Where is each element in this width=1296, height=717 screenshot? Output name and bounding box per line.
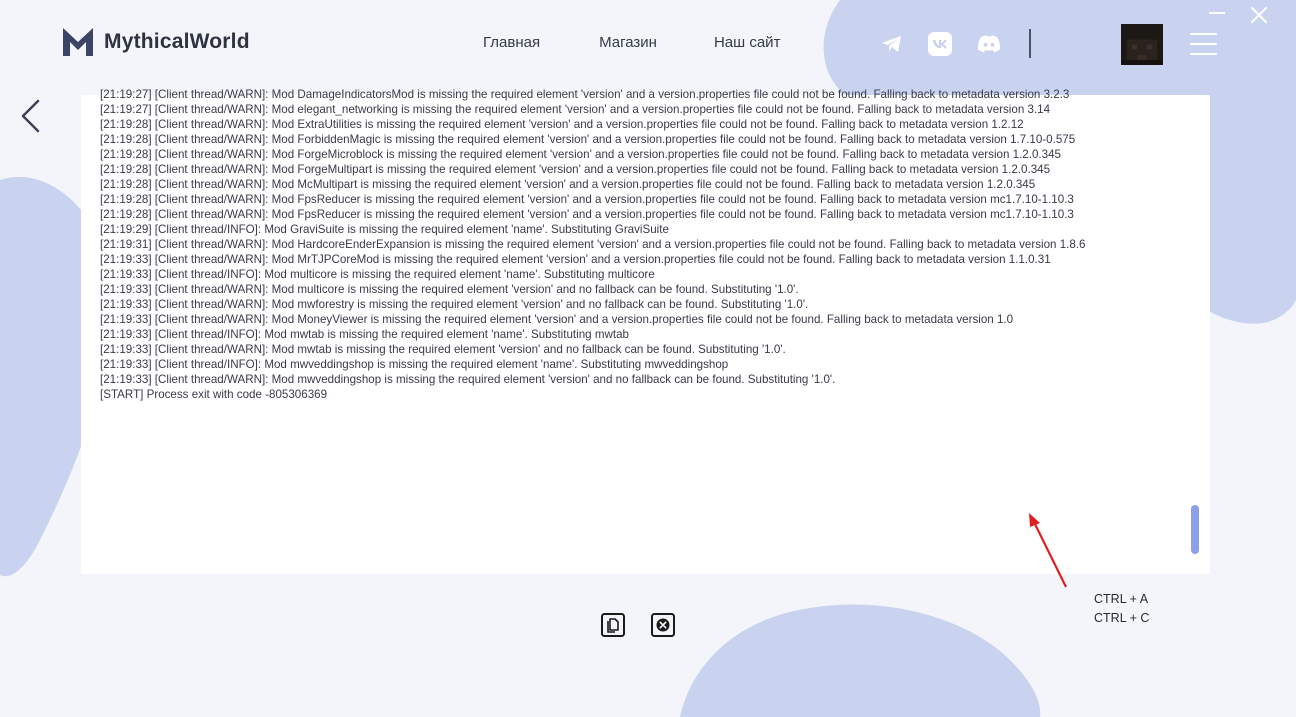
nav-item-home[interactable]: Главная bbox=[483, 34, 541, 51]
log-line: [21:19:33] [Client thread/WARN]: Mod MoneyViewer is missing the required element 'version' and a version.properties file could not be found. Falling back to metadata version 1.0 bbox=[100, 313, 1014, 326]
log-line: [21:19:33] [Client thread/WARN]: Mod MrTJPCoreMod is missing the required element 'version' and a version.properties file could not be found. Falling back to metadata version 1.1.0.31 bbox=[100, 253, 1051, 266]
log-line: [21:19:27] [Client thread/WARN]: Mod elegant_networking is missing the required element 'version' and a version.properties file could not be found. Falling back to metadata version 3.14 bbox=[100, 103, 1051, 116]
copy-icon bbox=[601, 613, 625, 637]
shortcut-hint bbox=[1094, 590, 1149, 628]
log-line: [21:19:33] [Client thread/WARN]: Mod mwveddingshop is missing the required element 'version' and no fallback can be found. Substituting '1.0'. bbox=[100, 373, 836, 386]
discord-icon[interactable] bbox=[976, 32, 1002, 56]
nav-item-shop[interactable]: Магазин bbox=[599, 34, 657, 51]
log-line: [21:19:29] [Client thread/INFO]: Mod GraviSuite is missing the required element 'name'. Substituting GraviSuite bbox=[100, 223, 669, 236]
main-nav bbox=[483, 34, 780, 51]
window-close-icon[interactable] bbox=[1250, 6, 1268, 24]
log-lines bbox=[100, 87, 1185, 402]
back-arrow-icon[interactable] bbox=[18, 98, 42, 134]
log-line: [21:19:33] [Client thread/WARN]: Mod mwtab is missing the required element 'version' and no fallback can be found. Substituting '1.0'. bbox=[100, 343, 786, 356]
minimize-icon[interactable] bbox=[1209, 12, 1225, 14]
log-line: [21:19:33] [Client thread/INFO]: Mod mwtab is missing the required element 'name'. Substituting mwtab bbox=[100, 328, 629, 341]
brand-name: MythicalWorld bbox=[104, 30, 250, 53]
log-line: [21:19:27] [Client thread/WARN]: Mod DamageIndicatorsMod is missing the required element 'version' and a version.properties file could not be found. Falling back to metadata version 3.2.3 bbox=[100, 88, 1070, 101]
log-line: [21:19:33] [Client thread/INFO]: Mod multicore is missing the required element 'name'. Substituting multicore bbox=[100, 268, 655, 281]
log-line: [21:19:28] [Client thread/WARN]: Mod FpsReducer is missing the required element 'version' and a version.properties file could not be found. Falling back to metadata version mc1.7.10-1.10.3 bbox=[100, 208, 1074, 221]
hint-select-all: CTRL + A bbox=[1094, 592, 1149, 606]
vk-icon[interactable] bbox=[927, 32, 953, 56]
hamburger-menu-icon[interactable] bbox=[1190, 33, 1217, 55]
top-bar bbox=[0, 0, 1296, 90]
background-blob-bottom bbox=[670, 600, 1050, 717]
hint-copy: CTRL + C bbox=[1094, 611, 1150, 625]
scrollbar-thumb[interactable] bbox=[1191, 505, 1199, 554]
annotation-arrow-icon bbox=[1020, 510, 1072, 592]
log-line: [21:19:31] [Client thread/WARN]: Mod HardcoreEnderExpansion is missing the required element 'version' and a version.properties file could not be found. Falling back to metadata version 1.8.6 bbox=[100, 238, 1086, 251]
log-line: [START] Process exit with code -805306369 bbox=[100, 388, 328, 401]
log-line: [21:19:28] [Client thread/WARN]: Mod FpsReducer is missing the required element 'version' and a version.properties file could not be found. Falling back to metadata version mc1.7.10-1.10.3 bbox=[100, 193, 1074, 206]
header-divider bbox=[1029, 29, 1031, 58]
log-line: [21:19:28] [Client thread/WARN]: Mod ForgeMicroblock is missing the required element 'version' and a version.properties file could not be found. Falling back to metadata version 1.2.0.345 bbox=[100, 148, 1061, 161]
log-line: [21:19:33] [Client thread/WARN]: Mod mwforestry is missing the required element 'version' and no fallback can be found. Substituting '1.0'. bbox=[100, 298, 809, 311]
log-line: [21:19:28] [Client thread/WARN]: Mod ExtraUtilities is missing the required element 'version' and a version.properties file could not be found. Falling back to metadata version 1.2.12 bbox=[100, 118, 1024, 131]
log-line: [21:19:28] [Client thread/WARN]: Mod ForbiddenMagic is missing the required element 'version' and a version.properties file could not be found. Falling back to metadata version 1.7.10-0.575 bbox=[100, 133, 1076, 146]
nav-item-site[interactable]: Наш сайт bbox=[713, 34, 781, 51]
log-line: [21:19:28] [Client thread/WARN]: Mod ForgeMultipart is missing the required element 'version' and a version.properties file could not be found. Falling back to metadata version 1.2.0.345 bbox=[100, 163, 1051, 176]
close-log-button[interactable] bbox=[651, 613, 675, 637]
log-line: [21:19:33] [Client thread/WARN]: Mod multicore is missing the required element 'version' and no fallback can be found. Substituting '1.0'. bbox=[100, 283, 799, 296]
logo[interactable] bbox=[62, 26, 250, 58]
copy-log-button[interactable] bbox=[601, 613, 625, 637]
log-line: [21:19:33] [Client thread/INFO]: Mod mwveddingshop is missing the required element 'name'. Substituting mwveddingshop bbox=[100, 358, 729, 371]
log-line: [21:19:28] [Client thread/WARN]: Mod McMultipart is missing the required element 'version' and a version.properties file could not be found. Falling back to metadata version 1.2.0.345 bbox=[100, 178, 1036, 191]
telegram-icon[interactable] bbox=[879, 32, 905, 56]
logo-m-icon bbox=[62, 26, 94, 58]
close-circle-icon bbox=[651, 613, 675, 637]
avatar[interactable] bbox=[1121, 24, 1163, 65]
console-log-panel[interactable] bbox=[81, 88, 1210, 574]
